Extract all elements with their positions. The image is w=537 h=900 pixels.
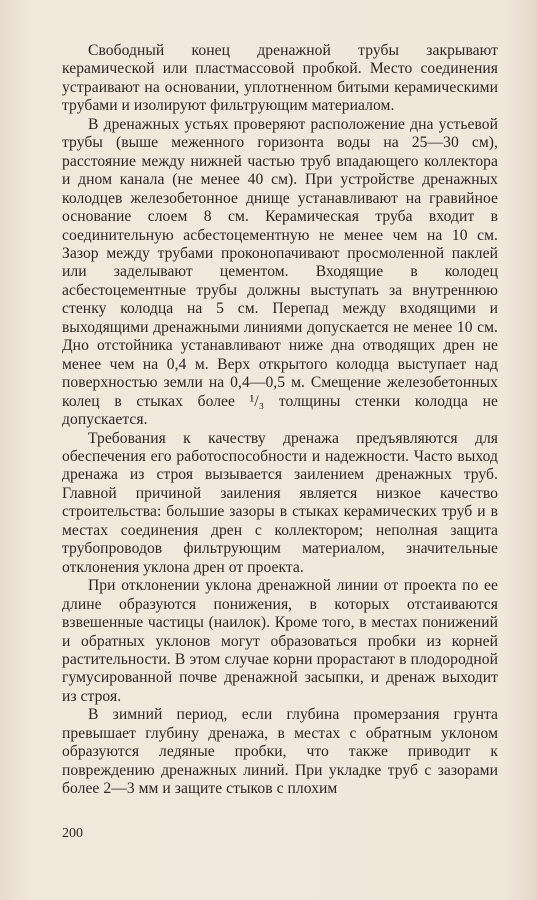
- paragraph-2: В дренажных устьях проверяют расположение дна устьевой трубы (выше меженного горизонта воды на 25—30 см), расстояние между нижней частью труб впадающего коллектора и дном канала (не менее 40 см). При устройстве дренажных колодцев железобетонное днище устанавливают на гравийное основание слоем 8 см. Керамическая труба входит в соединительную асбестоцементную не менее чем на 10 см. Зазор между трубами проконопачивают просмоленной паклей или заделывают цементом. Входящие в колодец асбестоцементные трубы должны выступать за внутреннюю стенку колодца на 5 см. Перепад между входящими и выходящими дренажными линиями допускается не менее 10 см. Дно отстойника устанавливают ниже дна отводящих дрен не менее чем на 0,4 м. Верх открытого колодца выступает над поверхностью земли на 0,4—0,5 м. Смещение железобетонных колец в стыках более ¹/₃ толщины стенки колодца не допускается.: [62, 115, 498, 429]
- paragraph-1: Свободный конец дренажной трубы закрывают керамической или пластмассовой пробкой. Место соединения устраивают на основании, уплотненном битыми керамическими трубами и изолируют фильтрующим материалом.: [62, 42, 498, 115]
- body-text: [62, 42, 498, 799]
- paragraph-4: При отклонении уклона дренажной линии от проекта по ее длине образуются понижения, в которых отстаиваются взвешенные частицы (наилок). Кроме того, в местах понижений и обратных уклонов могут образоваться пробки из корней растительности. В этом случае корни прорастают в плодородной гумусированной почве дренажной засыпки, и дренаж выходит из строя.: [62, 577, 498, 705]
- page-number: 200: [62, 826, 83, 841]
- paragraph-5: В зимний период, если глубина промерзания грунта превышает глубину дренажа, в местах с обратным уклоном образуются ледяные пробки, что также приводит к повреждению дренажных линий. При укладке труб с зазорами более 2—3 мм и защите стыков с плохим: [62, 706, 498, 798]
- paragraph-3: Требования к качеству дренажа предъявляются для обеспечения его работоспособности и надежности. Часто выход дренажа из строя вызывается заилением дренажных труб. Главной причиной заиления является низкое качество строительства: большие зазоры в стыках керамических труб и в местах соединения дрен с коллектором; неполная защита трубопроводов фильтрующим материалом, значительные отклонения уклона дрен от проекта.: [62, 429, 498, 576]
